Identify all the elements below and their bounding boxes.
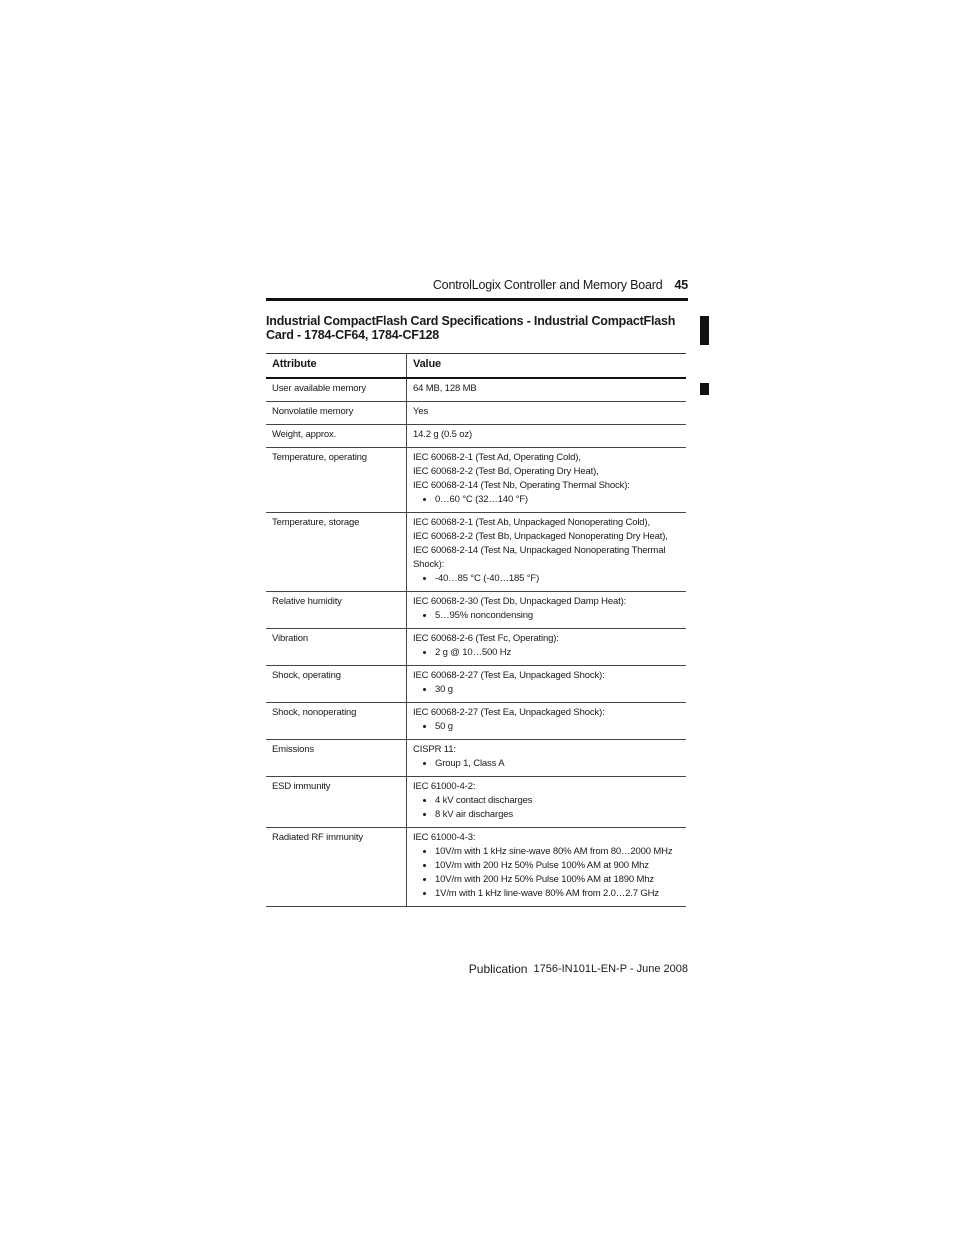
attribute-cell: User available memory: [266, 378, 407, 402]
bullet-item: • -40…85 °C (-40…185 °F): [435, 572, 680, 586]
running-header: [266, 276, 688, 294]
value-cell: [407, 629, 687, 666]
value-line: IEC 61000-4-2:: [413, 781, 476, 792]
page-number: 45: [674, 278, 688, 292]
column-header-attribute: Attribute: [266, 354, 407, 379]
value-line: IEC 60068-2-27 (Test Ea, Unpackaged Shock):: [413, 707, 605, 718]
value-line: 14.2 g (0.5 oz): [413, 429, 473, 440]
value-cell: [407, 592, 687, 629]
bullet-list: [413, 683, 680, 697]
column-header-value: Value: [407, 354, 687, 379]
table-header-row: [266, 354, 686, 379]
value-line: IEC 60068-2-2 (Test Bd, Operating Dry Heat),: [413, 466, 599, 477]
attribute-cell: Shock, nonoperating: [266, 703, 407, 740]
value-cell: [407, 448, 687, 513]
value-line: IEC 60068-2-2 (Test Bb, Unpackaged Nonoperating Dry Heat),: [413, 531, 668, 542]
attribute-cell: Emissions: [266, 740, 407, 777]
bullet-item: • Group 1, Class A: [435, 757, 680, 771]
table-row: [266, 448, 686, 513]
value-cell: [407, 703, 687, 740]
bullet-list: [413, 493, 680, 507]
footer-label: Publication: [468, 962, 528, 976]
bullet-item: • 5…95% noncondensing: [435, 609, 680, 623]
table-row: [266, 828, 686, 907]
value-cell: [407, 666, 687, 703]
value-line: IEC 60068-2-27 (Test Ea, Unpackaged Shock):: [413, 670, 605, 681]
bullet-item: • 4 kV contact discharges: [435, 794, 680, 808]
attribute-cell: Nonvolatile memory: [266, 402, 407, 425]
bullet-item: • 0…60 °C (32…140 °F): [435, 493, 680, 507]
bullet-item: • 8 kV air discharges: [435, 808, 680, 822]
value-cell: [407, 740, 687, 777]
bullet-list: [413, 794, 680, 822]
attribute-cell: ESD immunity: [266, 777, 407, 828]
attribute-cell: Vibration: [266, 629, 407, 666]
running-title: ControlLogix Controller and Memory Board: [432, 278, 663, 292]
value-cell: [407, 513, 687, 592]
value-line: Shock):: [413, 559, 445, 570]
value-line: IEC 60068-2-14 (Test Nb, Operating Thermal Shock):: [413, 480, 630, 491]
attribute-cell: Shock, operating: [266, 666, 407, 703]
value-line: Yes: [413, 406, 429, 417]
chapter-tab-marker-small: [700, 383, 709, 395]
bullet-list: [413, 757, 680, 771]
attribute-cell: Temperature, operating: [266, 448, 407, 513]
table-row: [266, 425, 686, 448]
attribute-cell: Relative humidity: [266, 592, 407, 629]
value-line: IEC 60068-2-14 (Test Na, Unpackaged Nonoperating Thermal: [413, 545, 666, 556]
value-line: IEC 60068-2-1 (Test Ad, Operating Cold),: [413, 452, 581, 463]
publication-number: 1756-IN101L-EN-P - June 2008: [533, 963, 688, 975]
attribute-cell: Weight, approx.: [266, 425, 407, 448]
bullet-item: • 30 g: [435, 683, 680, 697]
chapter-tab-marker: [700, 316, 709, 345]
bullet-list: [413, 720, 680, 734]
value-line: IEC 60068-2-1 (Test Ab, Unpackaged Nonoperating Cold),: [413, 517, 650, 528]
specifications-table: [266, 353, 686, 907]
table-row: [266, 513, 686, 592]
table-row: [266, 666, 686, 703]
value-cell: [407, 378, 687, 402]
table-row: [266, 592, 686, 629]
value-line: CISPR 11:: [413, 744, 456, 755]
value-cell: [407, 828, 687, 907]
value-line: IEC 61000-4-3:: [413, 832, 476, 843]
attribute-cell: Radiated RF immunity: [266, 828, 407, 907]
value-line: 64 MB, 128 MB: [413, 383, 477, 394]
value-line: IEC 60068-2-30 (Test Db, Unpackaged Damp Heat):: [413, 596, 627, 607]
value-line: IEC 60068-2-6 (Test Fc, Operating):: [413, 633, 559, 644]
bullet-item: • 10V/m with 200 Hz 50% Pulse 100% AM at 900 Mhz: [435, 859, 680, 873]
table-row: [266, 378, 686, 402]
bullet-list: [413, 845, 680, 901]
bullet-item: • 10V/m with 1 kHz sine-wave 80% AM from 80…2000 MHz: [435, 845, 680, 859]
bullet-item: • 10V/m with 200 Hz 50% Pulse 100% AM at 1890 Mhz: [435, 873, 680, 887]
table-row: [266, 740, 686, 777]
bullet-item: • 2 g @ 10…500 Hz: [435, 646, 680, 660]
table-row: [266, 703, 686, 740]
footer: [266, 960, 688, 978]
bullet-list: [413, 609, 680, 623]
header-rule: [266, 298, 688, 301]
section-title: Industrial CompactFlash Card Specifications - Industrial CompactFlash Card - 1784-CF64, 1784-CF128: [266, 314, 676, 342]
value-cell: [407, 777, 687, 828]
attribute-cell: Temperature, storage: [266, 513, 407, 592]
bullet-list: [413, 572, 680, 586]
bullet-item: • 1V/m with 1 kHz line-wave 80% AM from 2.0…2.7 GHz: [435, 887, 680, 901]
table-row: [266, 629, 686, 666]
table-body: [266, 378, 686, 907]
bullet-item: • 50 g: [435, 720, 680, 734]
table-row: [266, 777, 686, 828]
value-cell: [407, 402, 687, 425]
table-row: [266, 402, 686, 425]
value-cell: [407, 425, 687, 448]
bullet-list: [413, 646, 680, 660]
